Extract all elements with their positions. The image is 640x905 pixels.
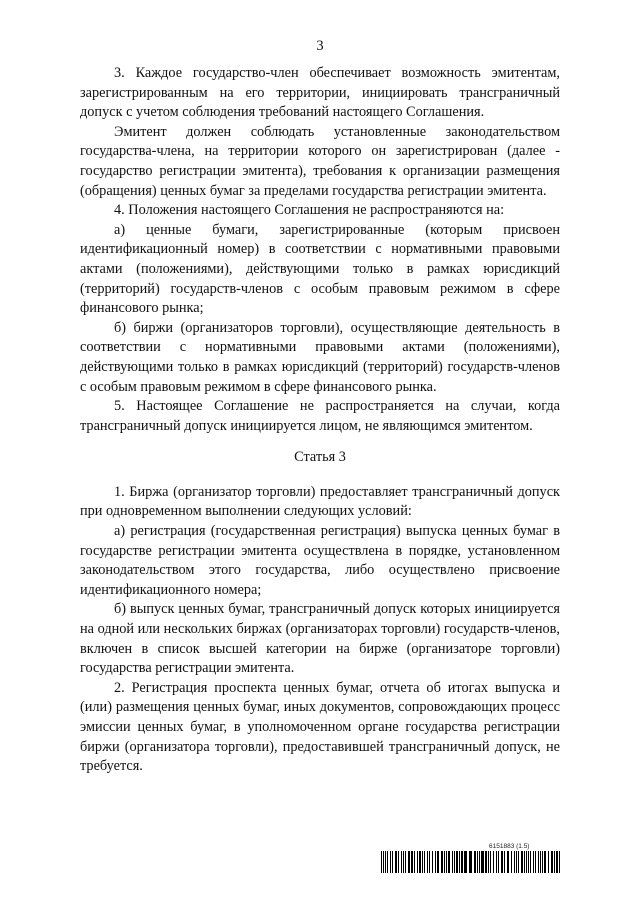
page-number: 3 bbox=[316, 38, 324, 54]
paragraph: б) биржи (организаторов торговли), осуществляющие деятельность в соответствии с нормативными правовыми актами (положениями), действующими только в рамках юрисдикций (территорий) государств-членов с особым правовым режимом в сфере финансового рынка. bbox=[80, 319, 560, 395]
paragraph: 2. Регистрация проспекта ценных бумаг, отчета об итогах выпуска и (или) размещения ценных бумаг, иных документов, сопровождающих процесс эмиссии ценных бумаг, в уполномоченном органе государства регистрации биржи (организатора торговли), предоставившей трансграничный допуск, не требуется. bbox=[80, 679, 560, 775]
barcode-caption: 6151883 (1.5) bbox=[489, 843, 530, 850]
paragraph: 5. Настоящее Соглашение не распространяется на случаи, когда трансграничный допуск инициируется лицом, не являющимся эмитентом. bbox=[80, 398, 560, 434]
paragraph: а) регистрация (государственная регистрация) выпуска ценных бумаг в государстве регистрации эмитента осуществлена в порядке, установленном законодательством этого государства, либо осуществлено присвоение идентификационного номера; bbox=[80, 523, 560, 598]
paragraph: б) выпуск ценных бумаг, трансграничный допуск которых инициируется на одной или нескольких биржах (организаторах торговли) государств-членов, включен в список высшей категории на бирже (организаторе торговли) государства регистрации эмитента. bbox=[80, 601, 560, 677]
barcode-icon bbox=[381, 851, 561, 873]
paragraph: Эмитент должен соблюдать установленные законодательством государства-члена, на территории которого он зарегистрирован (далее - государство регистрации эмитента), требования к организации размещения (обращения) ценных бумаг за пределами государства регистрации эмитента. bbox=[80, 123, 560, 199]
paragraph: 3. Каждое государство-член обеспечивает возможность эмитентам, зарегистрированным на его территории, инициировать трансграничный допуск с учетом соблюдения требований настоящего Соглашения. bbox=[80, 65, 560, 121]
paragraph: 1. Биржа (организатор торговли) предоставляет трансграничный допуск при одновременном выполнении следующих условий: bbox=[80, 483, 560, 520]
article-heading: Статья 3 bbox=[294, 449, 346, 466]
barcode-block bbox=[381, 843, 561, 873]
paragraph: а) ценные бумаги, зарегистрированные (которым присвоен идентификационный номер) в соответствии с нормативными правовыми актами (положениями), действующими только в рамках юрисдикций (территорий) государств-членов с особым правовым режимом в сфере финансового рынка; bbox=[80, 221, 560, 317]
paragraph: 4. Положения настоящего Соглашения не распространяются на: bbox=[114, 202, 505, 219]
document-body bbox=[80, 64, 560, 777]
